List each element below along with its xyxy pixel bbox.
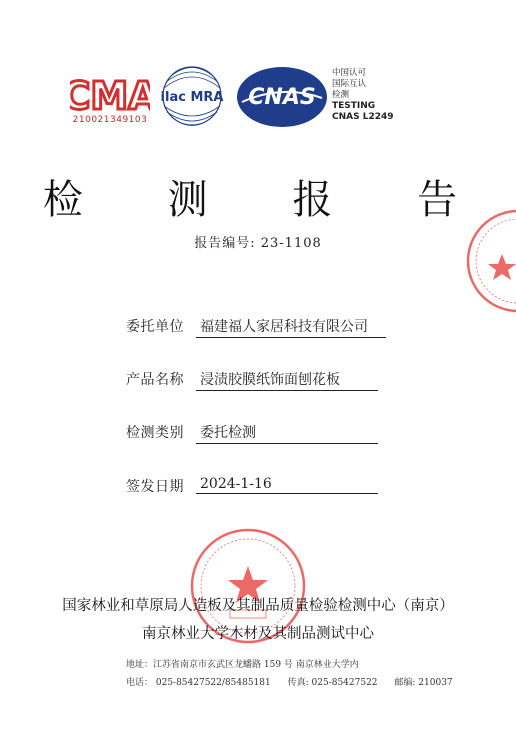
- phone: 电话： 025-85427522/85485181: [126, 678, 271, 688]
- ilac-logo-text: ilac MRA: [160, 90, 224, 105]
- ilac-mra-logo: [154, 64, 230, 128]
- cnas-side-line: 中国认可: [332, 68, 367, 78]
- cnas-side-line: 国际互认: [332, 79, 367, 89]
- edge-seal-stamp: [462, 206, 516, 316]
- test-category-value: 委托检测: [196, 422, 378, 444]
- issue-date-label: 签发日期: [126, 479, 184, 495]
- postcode: 邮编: 210037: [394, 678, 453, 688]
- product-name-label: 产品名称: [126, 372, 184, 388]
- cma-number: 210021349103: [72, 115, 148, 125]
- cnas-logo-text: CNAS: [248, 85, 316, 110]
- fax: 传真: 025-85427522: [287, 678, 378, 688]
- cma-logo-text: CMA: [70, 74, 150, 116]
- organization-name: 国家林业和草原局人造板及其制品质量检验检测中心（南京）: [62, 598, 454, 614]
- cnas-side-line: CNAS L2249: [332, 112, 394, 122]
- organization-subname: 南京林业大学木材及其制品测试中心: [142, 626, 374, 642]
- cnas-logo: [236, 66, 328, 128]
- client-label: 委托单位: [126, 319, 184, 335]
- product-name-value: 浸渍胶膜纸饰面刨花板: [196, 369, 378, 391]
- cnas-side-line: 检测: [332, 90, 350, 100]
- address: 地址：江苏省南京市玄武区龙蟠路 159 号 南京林业大学内: [126, 660, 359, 670]
- report-number: 报告编号: 23-1108: [194, 236, 322, 251]
- test-category-label: 检测类别: [126, 425, 184, 441]
- report-title: 检 测 报 告: [42, 177, 494, 223]
- client-value: 福建福人家居科技有限公司: [196, 316, 386, 338]
- cnas-accreditation-text: [332, 68, 412, 123]
- contact-info: [126, 675, 467, 688]
- issue-date-value: 2024-1-16: [196, 476, 378, 494]
- cnas-side-line: TESTING: [332, 101, 376, 111]
